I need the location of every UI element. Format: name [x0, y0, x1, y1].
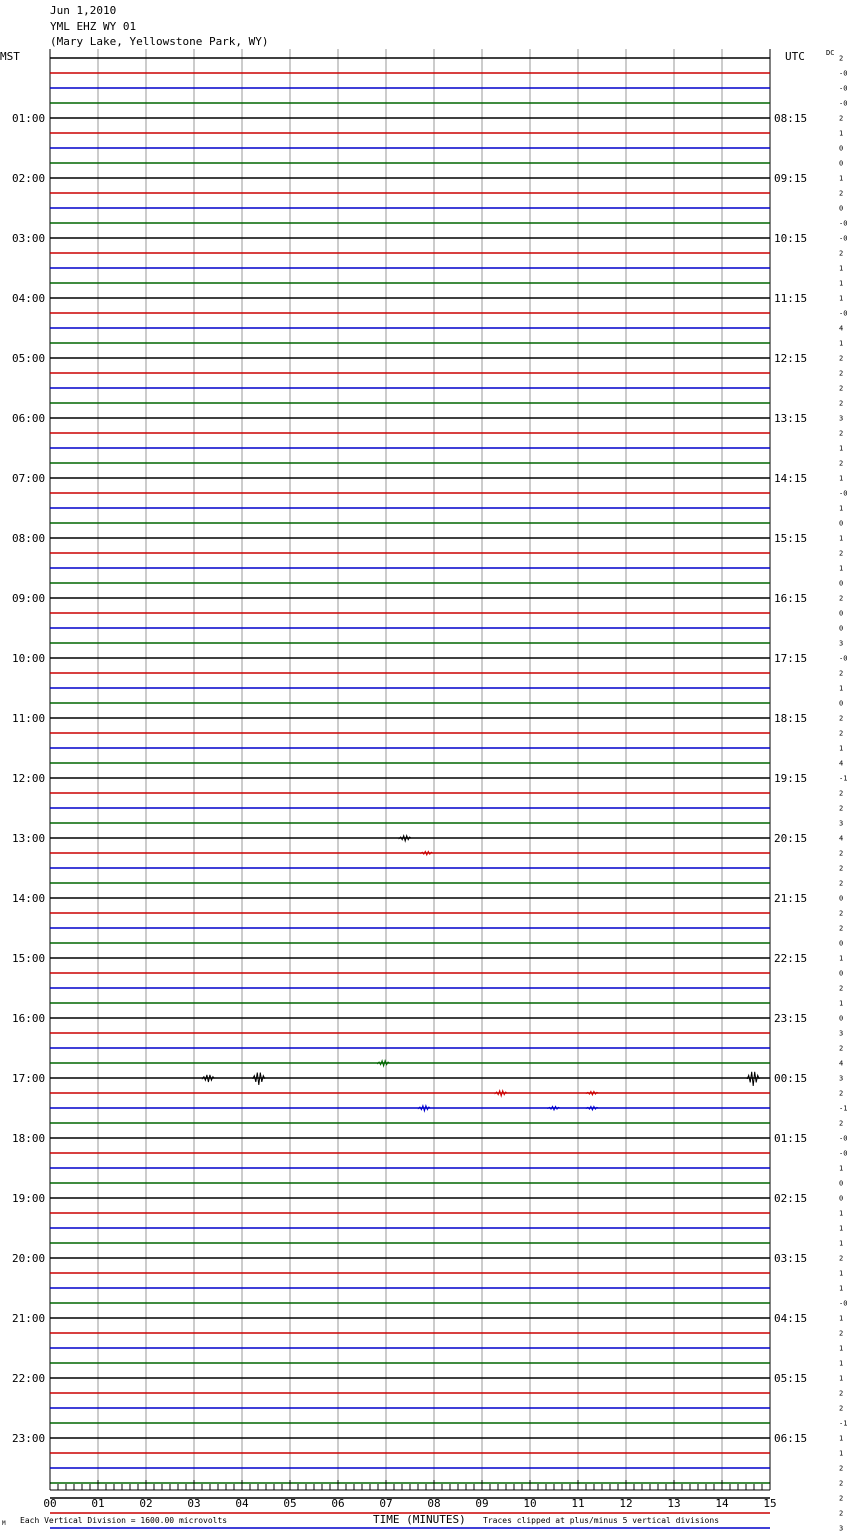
clip-note: Traces clipped at plus/minus 5 vertical divisions	[483, 1516, 720, 1525]
dc-offset-value: 1	[839, 1449, 844, 1458]
right-hour-label: 09:15	[774, 172, 808, 185]
right-hour-label: 13:15	[774, 412, 808, 425]
right-hour-label: 14:15	[774, 472, 808, 485]
left-hour-label: 06:00	[12, 412, 46, 425]
dc-offset-value: 1	[839, 1239, 844, 1248]
dc-offset-value: 2	[839, 1494, 844, 1503]
dc-offset-value: 2	[839, 1464, 844, 1473]
station-location: (Mary Lake, Yellowstone Park, WY)	[50, 35, 269, 48]
right-hour-label: 15:15	[774, 532, 808, 545]
dc-offset-value: 2	[839, 849, 844, 858]
dc-offset-value: 2	[839, 804, 844, 813]
dc-offset-value: 2	[839, 249, 844, 258]
dc-offset-value: 1	[839, 1314, 844, 1323]
dc-offset-value: 2	[839, 459, 844, 468]
right-hour-label: 20:15	[774, 832, 808, 845]
dc-offset-value: 1	[839, 174, 844, 183]
dc-offset-value: 2	[839, 429, 844, 438]
dc-offset-value: 1	[839, 1434, 844, 1443]
station-code: YML EHZ WY 01	[50, 20, 137, 33]
left-hour-label: 18:00	[12, 1132, 46, 1145]
x-tick-label: 06	[331, 1497, 345, 1510]
dc-offset-value: 0	[839, 204, 844, 213]
dc-offset-value: 2	[839, 714, 844, 723]
right-hour-label: 01:15	[774, 1132, 808, 1145]
right-hour-label: 11:15	[774, 292, 808, 305]
left-hour-label: 07:00	[12, 472, 46, 485]
right-hour-label: 18:15	[774, 712, 808, 725]
dc-offset-value: 0	[839, 519, 844, 528]
dc-offset-value: 2	[839, 1254, 844, 1263]
dc-offset-value: 2	[839, 1509, 844, 1518]
dc-offset-value: 0	[839, 144, 844, 153]
dc-offset-value: 1	[839, 474, 844, 483]
plot-date: Jun 1,2010	[50, 4, 117, 17]
dc-offset-value: -0	[839, 654, 848, 663]
dc-offset-value: 1	[839, 534, 844, 543]
dc-offset-value: 0	[839, 1014, 844, 1023]
dc-offset-value: 1	[839, 1164, 844, 1173]
left-hour-label: 16:00	[12, 1012, 46, 1025]
dc-offset-value: 2	[839, 399, 844, 408]
dc-offset-value: 0	[839, 159, 844, 168]
dc-offset-value: -0	[839, 234, 848, 243]
right-timezone-label: UTC	[785, 50, 805, 63]
x-tick-label: 12	[619, 1497, 633, 1510]
dc-offset-value: 1	[839, 954, 844, 963]
x-tick-label: 01	[91, 1497, 105, 1510]
right-hour-label: 03:15	[774, 1252, 808, 1265]
right-hour-label: 22:15	[774, 952, 808, 965]
dc-offset-value: -0	[839, 219, 848, 228]
dc-offset-value: 2	[839, 984, 844, 993]
dc-offset-value: -0	[839, 1149, 848, 1158]
dc-offset-value: 2	[839, 384, 844, 393]
dc-offset-value: -0	[839, 84, 848, 93]
x-axis-title: TIME (MINUTES)	[373, 1513, 466, 1526]
left-hour-label: 22:00	[12, 1372, 46, 1385]
left-hour-label: 12:00	[12, 772, 46, 785]
dc-offset-value: -0	[839, 1299, 848, 1308]
dc-offset-value: 0	[839, 939, 844, 948]
dc-offset-value: 1	[839, 999, 844, 1008]
dc-offset-value: 1	[839, 279, 844, 288]
dc-offset-value: 2	[839, 54, 844, 63]
dc-offset-value: 3	[839, 1524, 844, 1533]
dc-offset-value: 1	[839, 1224, 844, 1233]
x-tick-label: 02	[139, 1497, 153, 1510]
right-hour-label: 00:15	[774, 1072, 808, 1085]
right-hour-label: 17:15	[774, 652, 808, 665]
dc-offset-value: -0	[839, 1134, 848, 1143]
dc-offset-value: 2	[839, 1119, 844, 1128]
left-hour-label: 11:00	[12, 712, 46, 725]
x-tick-label: 08	[427, 1497, 441, 1510]
dc-offset-value: 2	[839, 114, 844, 123]
dc-offset-value: 1	[839, 1359, 844, 1368]
dc-offset-value: -0	[839, 69, 848, 78]
dc-offset-value: 1	[839, 1344, 844, 1353]
dc-offset-value: 1	[839, 1209, 844, 1218]
right-hour-label: 06:15	[774, 1432, 808, 1445]
dc-offset-value: -0	[839, 309, 848, 318]
x-tick-label: 13	[667, 1497, 681, 1510]
dc-offset-header: DC	[826, 49, 835, 57]
left-hour-label: 05:00	[12, 352, 46, 365]
dc-offset-value: 1	[839, 444, 844, 453]
left-hour-label: 02:00	[12, 172, 46, 185]
right-hour-label: 04:15	[774, 1312, 808, 1325]
dc-offset-value: 1	[839, 1374, 844, 1383]
dc-offset-value: 2	[839, 1044, 844, 1053]
dc-offset-value: 4	[839, 1059, 844, 1068]
dc-offset-value: -0	[839, 489, 848, 498]
dc-offset-value: 2	[839, 1389, 844, 1398]
dc-offset-value: 2	[839, 369, 844, 378]
right-hour-label: 23:15	[774, 1012, 808, 1025]
dc-offset-value: 1	[839, 1269, 844, 1278]
left-hour-label: 14:00	[12, 892, 46, 905]
x-tick-label: 11	[571, 1497, 585, 1510]
dc-offset-value: 0	[839, 624, 844, 633]
left-hour-label: 19:00	[12, 1192, 46, 1205]
left-hour-label: 20:00	[12, 1252, 46, 1265]
dc-offset-value: 2	[839, 879, 844, 888]
dc-offset-value: 1	[839, 1284, 844, 1293]
left-hour-label: 03:00	[12, 232, 46, 245]
right-hour-label: 16:15	[774, 592, 808, 605]
dc-offset-value: 3	[839, 1074, 844, 1083]
dc-offset-value: 2	[839, 1404, 844, 1413]
scale-note: Each Vertical Division = 1600.00 microvolts	[20, 1516, 228, 1525]
right-hour-label: 02:15	[774, 1192, 808, 1205]
dc-offset-value: 2	[839, 1089, 844, 1098]
dc-offset-value: 2	[839, 789, 844, 798]
left-hour-label: 21:00	[12, 1312, 46, 1325]
dc-offset-value: 2	[839, 729, 844, 738]
left-hour-label: 10:00	[12, 652, 46, 665]
right-hour-label: 08:15	[774, 112, 808, 125]
dc-offset-value: 1	[839, 339, 844, 348]
dc-offset-value: 2	[839, 594, 844, 603]
dc-offset-value: 0	[839, 579, 844, 588]
x-tick-label: 09	[475, 1497, 489, 1510]
dc-offset-value: -1	[839, 774, 848, 783]
dc-offset-value: 0	[839, 699, 844, 708]
left-hour-label: 15:00	[12, 952, 46, 965]
dc-offset-value: 1	[839, 744, 844, 753]
left-hour-label: 08:00	[12, 532, 46, 545]
right-hour-label: 19:15	[774, 772, 808, 785]
left-hour-label: 09:00	[12, 592, 46, 605]
seismic-event	[747, 1072, 759, 1086]
dc-offset-value: 0	[839, 1179, 844, 1188]
dc-offset-value: -1	[839, 1104, 848, 1113]
left-hour-label: 17:00	[12, 1072, 46, 1085]
dc-offset-value: 3	[839, 1029, 844, 1038]
dc-offset-value: 1	[839, 564, 844, 573]
dc-offset-value: 2	[839, 549, 844, 558]
dc-offset-value: 0	[839, 969, 844, 978]
dc-offset-value: -0	[839, 99, 848, 108]
dc-offset-value: 2	[839, 909, 844, 918]
dc-offset-value: 2	[839, 669, 844, 678]
left-hour-label: 04:00	[12, 292, 46, 305]
dc-offset-value: 3	[839, 639, 844, 648]
x-tick-label: 03	[187, 1497, 201, 1510]
dc-offset-value: 3	[839, 819, 844, 828]
x-tick-label: 07	[379, 1497, 393, 1510]
dc-offset-value: 2	[839, 1479, 844, 1488]
dc-offset-value: 4	[839, 759, 844, 768]
x-tick-label: 04	[235, 1497, 249, 1510]
dc-offset-value: 4	[839, 324, 844, 333]
dc-offset-value: 2	[839, 1329, 844, 1338]
dc-offset-value: 1	[839, 264, 844, 273]
right-hour-label: 05:15	[774, 1372, 808, 1385]
x-tick-label: 00	[43, 1497, 57, 1510]
dc-offset-value: 3	[839, 414, 844, 423]
footer-mark: M	[2, 1520, 6, 1527]
right-hour-label: 10:15	[774, 232, 808, 245]
dc-offset-value: 0	[839, 1194, 844, 1203]
left-hour-label: 13:00	[12, 832, 46, 845]
dc-offset-value: 1	[839, 129, 844, 138]
right-hour-label: 21:15	[774, 892, 808, 905]
dc-offset-value: 2	[839, 189, 844, 198]
dc-offset-value: 4	[839, 834, 844, 843]
x-tick-label: 15	[763, 1497, 777, 1510]
right-hour-label: 12:15	[774, 352, 808, 365]
left-timezone-label: MST	[0, 50, 20, 63]
dc-offset-value: 0	[839, 894, 844, 903]
dc-offset-value: 2	[839, 354, 844, 363]
dc-offset-value: 0	[839, 609, 844, 618]
x-tick-label: 10	[523, 1497, 537, 1510]
dc-offset-value: 1	[839, 504, 844, 513]
dc-offset-value: 1	[839, 684, 844, 693]
dc-offset-value: 2	[839, 924, 844, 933]
dc-offset-value: 2	[839, 864, 844, 873]
dc-offset-value: -1	[839, 1419, 848, 1428]
x-tick-label: 14	[715, 1497, 729, 1510]
x-tick-label: 05	[283, 1497, 297, 1510]
dc-offset-value: 1	[839, 294, 844, 303]
left-hour-label: 01:00	[12, 112, 46, 125]
left-hour-label: 23:00	[12, 1432, 46, 1445]
